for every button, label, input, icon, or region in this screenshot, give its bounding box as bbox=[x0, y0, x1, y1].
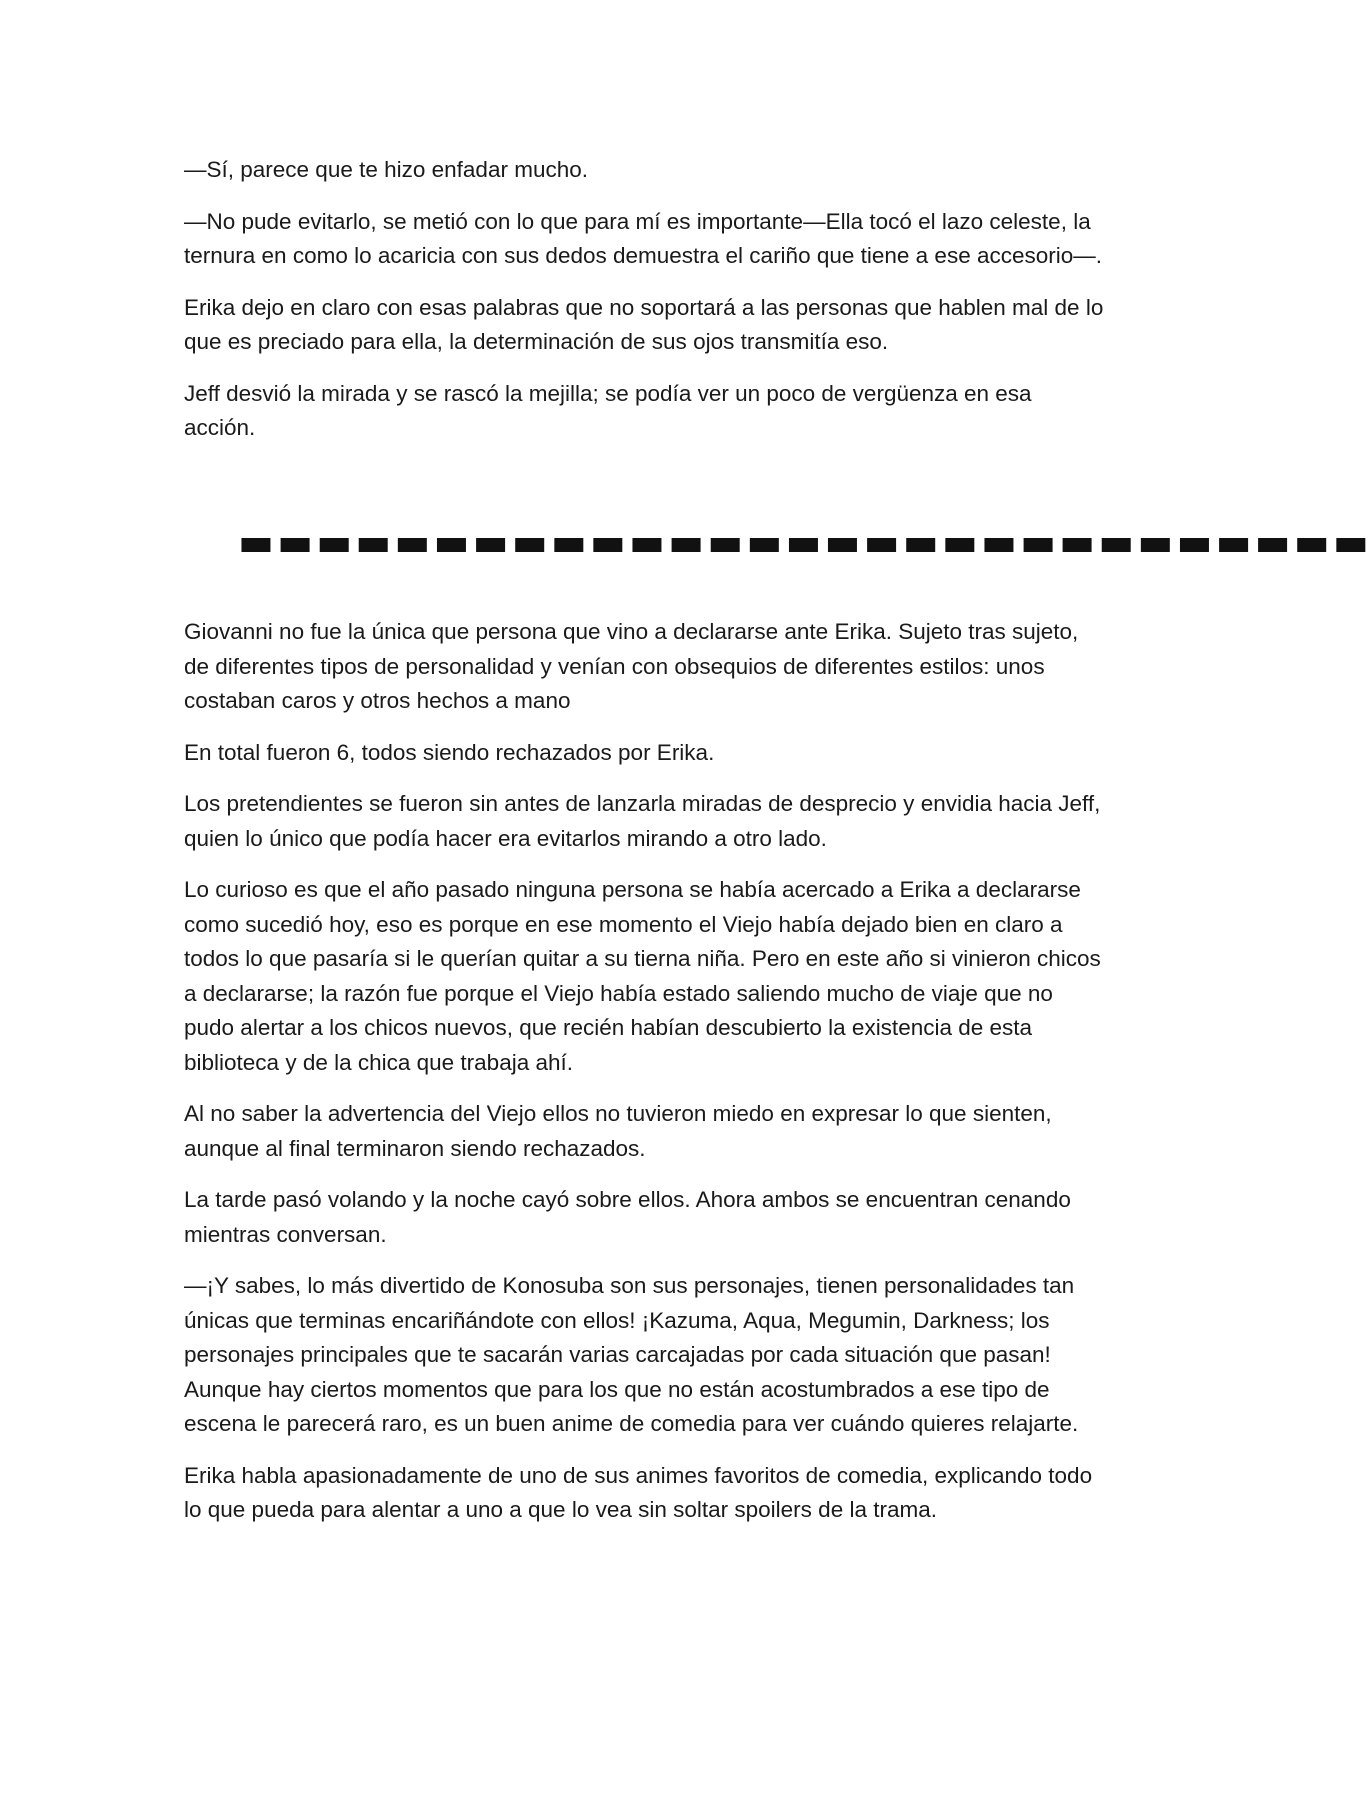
paragraph-12: Erika habla apasionadamente de uno de sus animes favoritos de comedia, explicando todo lo que pueda para alentar a uno a que lo vea sin soltar spoilers de la trama. bbox=[184, 1462, 1093, 1522]
section-separator: ▬▬▬▬▬▬▬▬▬▬▬▬▬▬▬▬▬▬▬▬▬▬▬▬▬▬▬▬▬ bbox=[238, 520, 1372, 564]
text-section-bottom bbox=[184, 615, 1104, 1545]
paragraph-dialogue-2: —No pude evitarlo, se metió con lo que para mí es importante—Ella tocó el lazo celeste, la ternura en como lo acaricia con sus dedos demuestra el cariño que tiene a ese accesorio—. bbox=[184, 208, 1103, 268]
paragraph-5: Giovanni no fue la única que persona que vino a declararse ante Erika. Sujeto tras sujeto, de diferentes tipos de personalidad y venían con obsequios de diferentes estilos: unos costaban caros y otros hechos a mano bbox=[184, 619, 1079, 713]
paragraph-3: Erika dejo en claro con esas palabras que no soportará a las personas que hablen mal de lo que es preciado para ella, la determinación de sus ojos transmitía eso. bbox=[184, 294, 1104, 354]
text-section-top bbox=[184, 153, 1104, 463]
paragraph-dialogue-11: —¡Y sabes, lo más divertido de Konosuba son sus personajes, tienen personalidades tan únicas que terminas encariñándote con ellos! ¡Kazuma, Aqua, Megumin, Darkness; los personajes principales que te sacarán varias carcajadas por cada situación que pasan! Aunque hay ciertos momentos que para los que no están acostumbrados a ese tipo de escena le parecerá raro, es un buen anime de comedia para ver cuándo quieres relajarte. bbox=[184, 1273, 1079, 1436]
paragraph-dialogue-1: —Sí, parece que te hizo enfadar mucho. bbox=[184, 157, 588, 182]
paragraph-8: Lo curioso es que el año pasado ninguna persona se había acercado a Erika a declararse como sucedió hoy, eso es porque en ese momento el Viejo había dejado bien en claro a todos lo que pasaría si le querían quitar a su tierna niña. Pero en este año si vinieron chicos a declararse; la razón fue porque el Viejo había estado saliendo mucho de viaje que no pudo alertar a los chicos nuevos, que recién habían descubierto la existencia de esta biblioteca y de la chica que trabaja ahí. bbox=[184, 877, 1101, 1075]
paragraph-9: Al no saber la advertencia del Viejo ellos no tuvieron miedo en expresar lo que sienten, aunque al final terminaron siendo rechazados. bbox=[184, 1101, 1052, 1161]
paragraph-10: La tarde pasó volando y la noche cayó sobre ellos. Ahora ambos se encuentran cenando mientras conversan. bbox=[184, 1187, 1071, 1247]
paragraph-4: Jeff desvió la mirada y se rascó la mejilla; se podía ver un poco de vergüenza en esa acción. bbox=[184, 380, 1032, 440]
paragraph-6: En total fueron 6, todos siendo rechazados por Erika. bbox=[184, 739, 715, 765]
paragraph-7: Los pretendientes se fueron sin antes de lanzarla miradas de desprecio y envidia hacia Jeff, quien lo único que podía hacer era evitarlos mirando a otro lado. bbox=[184, 791, 1101, 851]
